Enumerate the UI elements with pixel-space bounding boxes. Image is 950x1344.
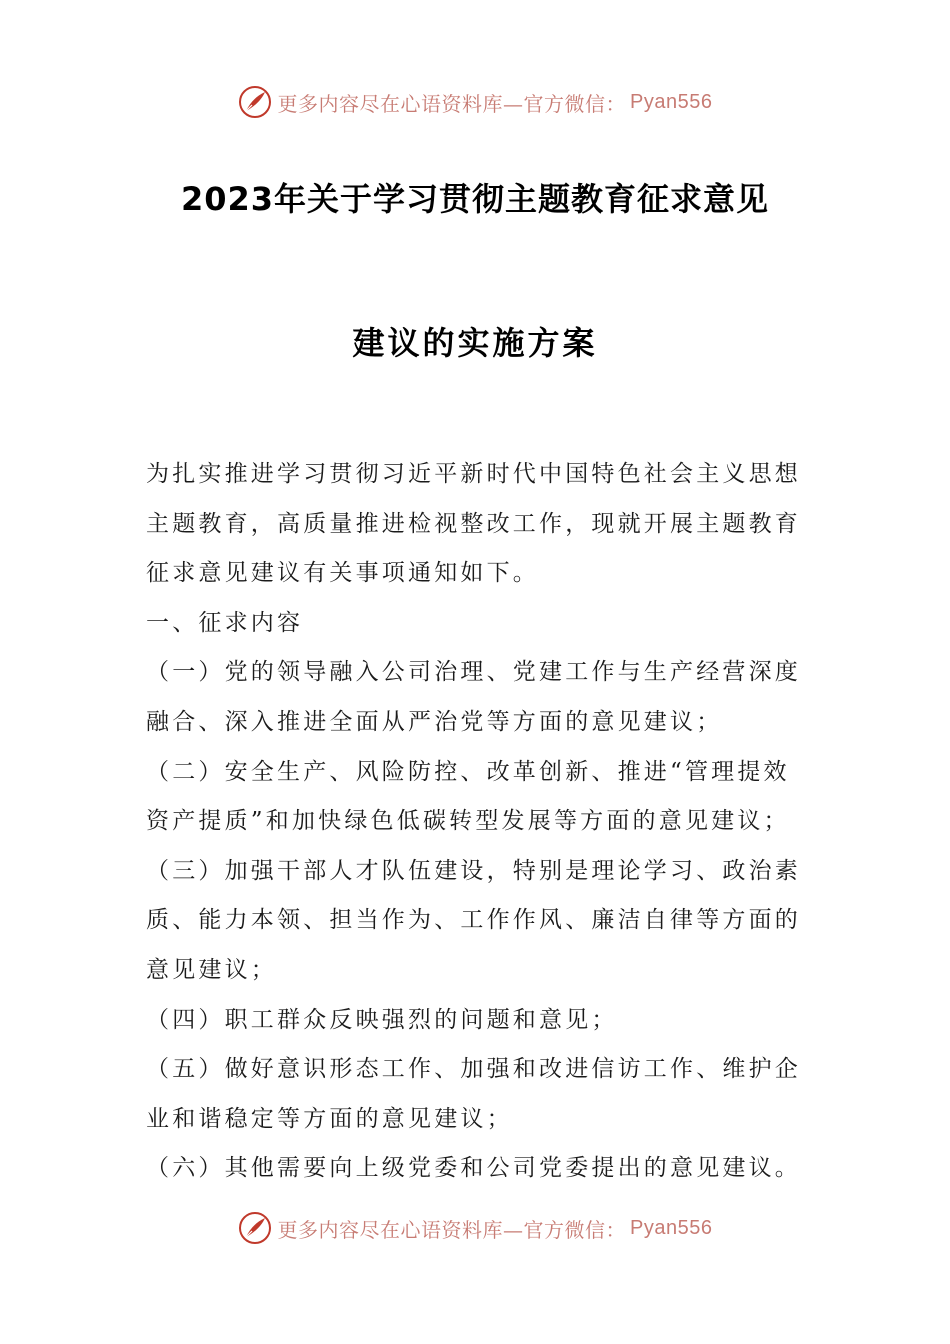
watermark-text: 更多内容尽在心语资料库—官方微信：	[277, 1217, 627, 1242]
document-title-line2: 建议的实施方案	[352, 324, 598, 362]
list-item: （五）做好意识形态工作、加强和改进信访工作、维护企业和谐稳定等方面的意见建议；	[146, 1056, 801, 1132]
list-item: （六）其他需要向上级党委和公司党委提出的意见建议。	[146, 1155, 801, 1182]
quill-pen-icon	[238, 1211, 272, 1245]
list-item: （四）职工群众反映强烈的问题和意见；	[146, 1006, 618, 1033]
list-item: （二）安全生产、风险防控、改革创新、推进“管理提效资产提质”和加快绿色低碳转型发展等方面的意见建议；	[146, 758, 790, 835]
watermark-footer	[0, 1208, 950, 1248]
document-title-line1: 2023年关于学习贯彻主题教育征求意见	[180, 180, 770, 218]
watermark-handle: Pyan556	[630, 90, 713, 113]
list-item: （三）加强干部人才队伍建设，特别是理论学习、政治素质、能力本领、担当作为、工作作风、廉洁自律等方面的意见建议；	[146, 857, 801, 983]
watermark-header	[0, 82, 950, 122]
section-heading: 一、征求内容	[146, 609, 304, 636]
list-item: （一）党的领导融入公司治理、党建工作与生产经营深度融合、深入推进全面从严治党等方面的意见建议；	[146, 659, 801, 735]
quill-pen-icon	[238, 85, 272, 119]
watermark-handle: Pyan556	[630, 1216, 713, 1239]
watermark-text: 更多内容尽在心语资料库—官方微信：	[277, 91, 627, 116]
document-body	[146, 450, 808, 1194]
intro-paragraph: 为扎实推进学习贯彻习近平新时代中国特色社会主义思想主题教育，高质量推进检视整改工作，现就开展主题教育征求意见建议有关事项通知如下。	[146, 461, 801, 587]
